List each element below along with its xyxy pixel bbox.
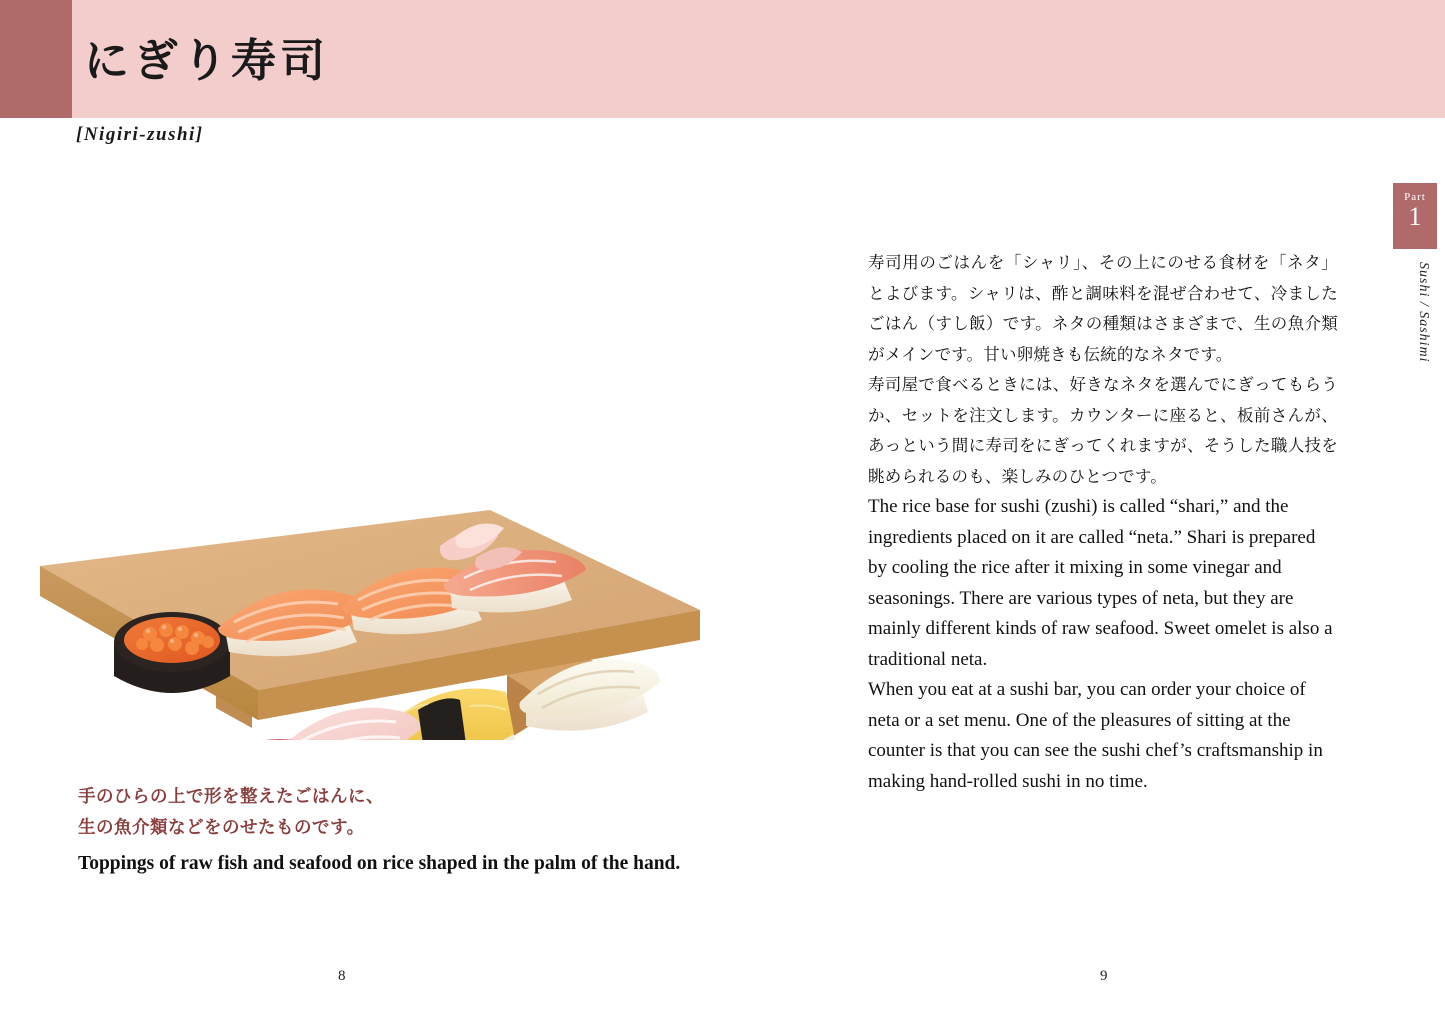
caption-japanese-line1: 手のひらの上で形を整えたごはんに、 [78, 787, 384, 807]
part-tab-number: 1 [1408, 202, 1422, 231]
nigiri-sushi-illustration [20, 270, 720, 740]
body-japanese-paragraph-1: 寿司用のごはんを「シャリ」、その上にのせる食材を「ネタ」とよびます。シャリは、酢と調味料を混ぜ合わせて、冷ましたごはん（すし飯）です。ネタの種類はさまざまで、生の魚介類がメインです。甘い卵焼きも伝統的なネタです。 [868, 253, 1338, 364]
body-english-paragraph-1: The rice base for sushi (zushi) is called “shari,” and the ingredients placed on it are called “neta.” Shari is prepared by cooling the rice after it mixing in some vinegar and seasonings. There are various types of neta, but they are mainly different kinds of raw seafood. Sweet omelet is also a traditional neta. [868, 496, 1333, 670]
caption-japanese [78, 782, 698, 844]
page-title-romaji: [Nigiri-zushi] [76, 124, 204, 145]
body-japanese-paragraph-2: 寿司屋で食べるときには、好きなネタを選んでにぎってもらうか、セットを注文します。カウンターに座ると、板前さんが、あっという間に寿司をにぎってくれますが、そうした職人技を眺められるのも、楽しみのひとつです。 [868, 375, 1338, 486]
page-number-left: 8 [338, 968, 346, 984]
caption-japanese-line2: 生の魚介類などをのせたものです。 [78, 818, 365, 838]
body-column [868, 248, 1338, 797]
header-accent-block [0, 0, 72, 118]
section-label-vertical: Sushi / Sashimi [1416, 262, 1431, 363]
part-tab [1393, 183, 1437, 249]
part-tab-word: Part [1404, 191, 1426, 203]
caption-english: Toppings of raw fish and seafood on rice shaped in the palm of the hand. [78, 853, 681, 874]
page-number-right: 9 [1100, 968, 1108, 984]
body-english-paragraph-2: When you eat at a sushi bar, you can order your choice of neta or a set menu. One of the pleasures of sitting at the counter is that you can see the sushi chef’s craftsmanship in making hand-rolled sushi in no time. [868, 679, 1323, 792]
page-title-japanese: にぎり寿司 [84, 34, 330, 87]
